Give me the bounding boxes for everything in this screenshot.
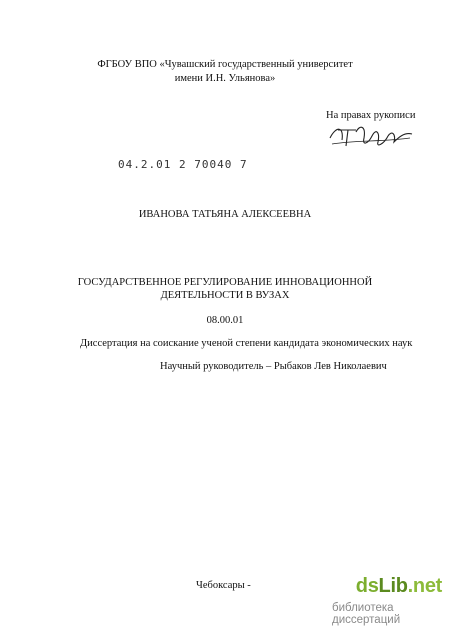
city-year: Чебоксары - (196, 580, 251, 591)
dslib-logo: dsLib.net (355, 575, 442, 597)
handwritten-signature (326, 118, 416, 152)
author-name: ИВАНОВА ТАТЬЯНА АЛЕКСЕЕВНА (138, 209, 312, 220)
organization-line-1: ФГБОУ ВПО «Чувашский государственный университет (97, 59, 353, 70)
organization-line-2: имени И.Н. Ульянова» (174, 73, 276, 84)
dslib-subtitle: библиотека диссертаций (332, 602, 401, 626)
dissertation-title-line-2: ДЕЯТЕЛЬНОСТИ В ВУЗАХ (160, 290, 290, 301)
registration-stamp-number: 04.2.01 2 70040 7 (118, 158, 248, 171)
scientific-advisor: Научный руководитель – Рыбаков Лев Николаевич (160, 361, 387, 372)
manuscript-rights-note: На правах рукописи (326, 110, 416, 121)
dissertation-title-line-1: ГОСУДАРСТВЕННОЕ РЕГУЛИРОВАНИЕ ИННОВАЦИОННОЙ (77, 277, 373, 288)
degree-statement: Диссертация на соискание ученой степени кандидата экономических наук (80, 338, 413, 349)
dslib-watermark (332, 575, 450, 625)
specialty-code: 08.00.01 (206, 315, 244, 326)
